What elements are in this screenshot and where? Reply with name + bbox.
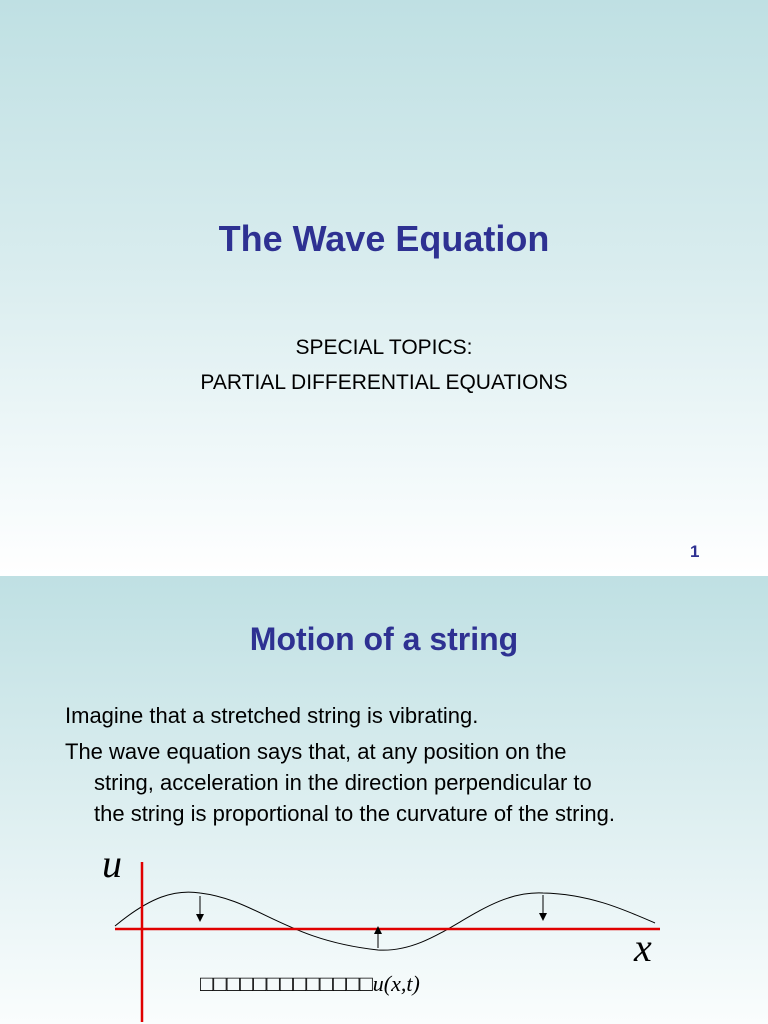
u-axis-label: u bbox=[102, 841, 122, 886]
acceleration-arrow-down-icon bbox=[196, 896, 204, 922]
body-text-line: The wave equation says that, at any position on the bbox=[65, 739, 567, 764]
slide-title: Motion of a string bbox=[249, 621, 519, 657]
page-number: 1 bbox=[690, 542, 700, 561]
body-text-line: Imagine that a stretched string is vibrating. bbox=[65, 703, 479, 728]
caption-boxes: □□□□□□□□□□□□□ bbox=[200, 971, 373, 996]
body-text-line: string, acceleration in the direction perpendicular to bbox=[94, 770, 592, 795]
caption-math: u(x,t) bbox=[372, 971, 420, 996]
subtitle-line-1: SPECIAL TOPICS: bbox=[295, 336, 473, 359]
subtitle-line-2: PARTIAL DIFFERENTIAL EQUATIONS bbox=[200, 371, 568, 394]
diagram-caption bbox=[200, 971, 420, 997]
string-curve bbox=[115, 892, 655, 950]
acceleration-arrow-down-icon bbox=[539, 895, 547, 921]
content-slide bbox=[0, 576, 768, 1024]
slide-title: The Wave Equation bbox=[218, 218, 550, 259]
body-text-line: the string is proportional to the curvature of the string. bbox=[94, 801, 615, 826]
x-axis-label: x bbox=[634, 925, 652, 970]
